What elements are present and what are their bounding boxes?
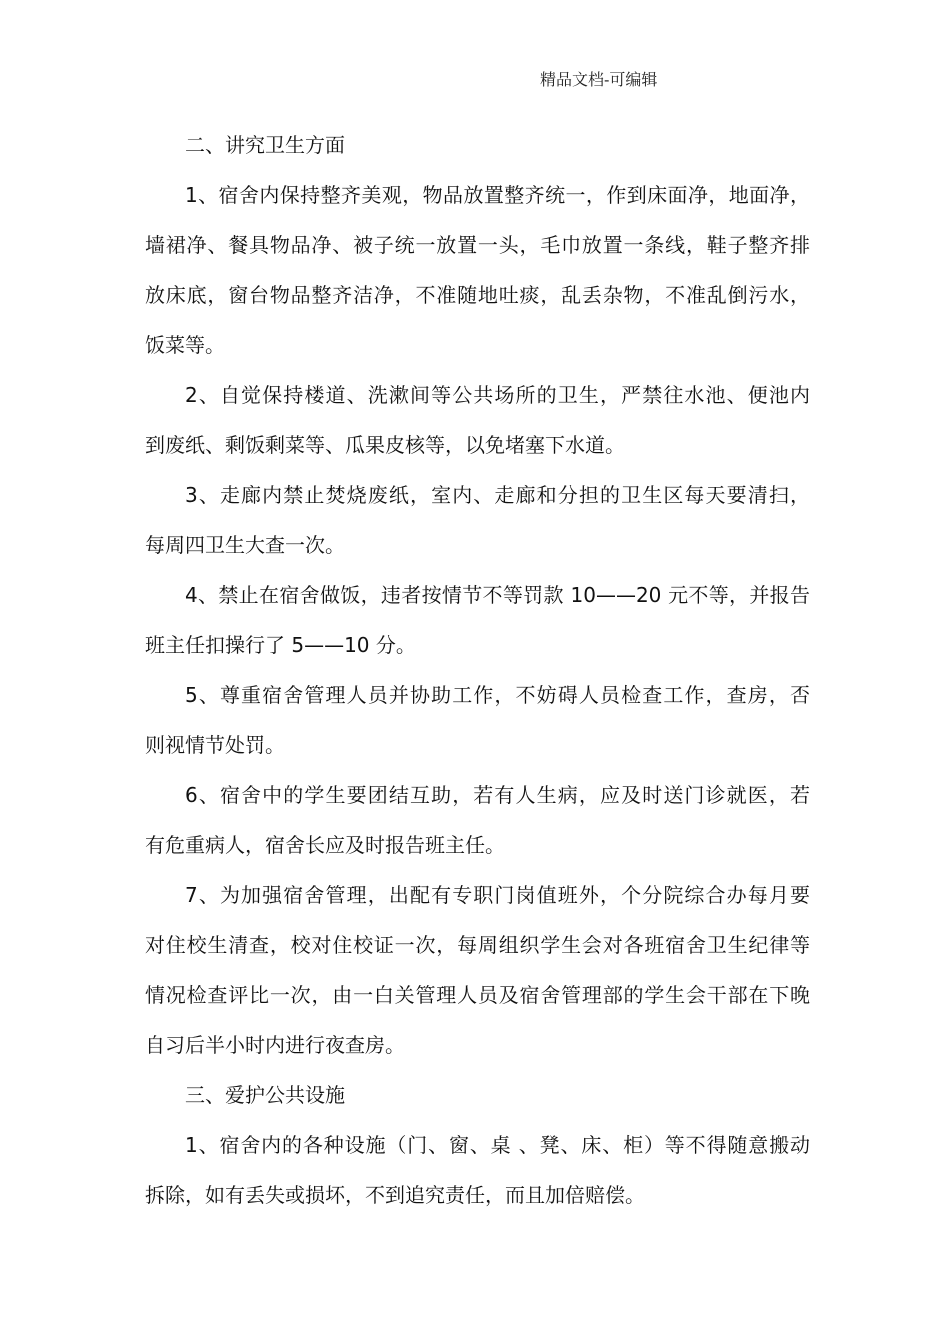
paragraph (145, 870, 810, 1070)
paragraph (145, 470, 810, 570)
paragraph-line: 班主任扣操行了 5——10 分。 (145, 633, 416, 657)
paragraph-line: 每周四卫生大查一次。 (145, 533, 345, 557)
paragraph (145, 670, 810, 770)
paragraph-line: 1、宿舍内的各种设施（门、窗、桌 、凳、床、柜）等不得随意搬动 (185, 1133, 810, 1157)
paragraph-line: 墙裙净、餐具物品净、被子统一放置一头，毛巾放置一条线，鞋子整齐排 (145, 233, 810, 257)
paragraph-line: 饭菜等。 (145, 333, 225, 357)
paragraph-line: 则视情节处罚。 (145, 733, 285, 757)
paragraph-line: 4、禁止在宿舍做饭，违者按情节不等罚款 10——20 元不等，并报告 (185, 583, 810, 607)
section-heading: 二、讲究卫生方面 (185, 133, 345, 157)
paragraph-line: 1、宿舍内保持整齐美观，物品放置整齐统一，作到床面净，地面净， (185, 183, 810, 207)
paragraph-line: 3、走廊内禁止焚烧废纸，室内、走廊和分担的卫生区每天要清扫， (185, 483, 810, 507)
paragraph-line: 情况检查评比一次，由一白关管理人员及宿舍管理部的学生会干部在下晚 (145, 983, 810, 1007)
paragraph-line: 2、自觉保持楼道、洗漱间等公共场所的卫生，严禁往水池、便池内 (185, 383, 810, 407)
paragraph (145, 1120, 810, 1220)
paragraph-line: 5、尊重宿舍管理人员并协助工作，不妨碍人员检查工作，查房，否 (185, 683, 810, 707)
document-body (145, 120, 810, 1220)
paragraph-line: 有危重病人，宿舍长应及时报告班主任。 (145, 833, 505, 857)
paragraph-line: 自习后半小时内进行夜查房。 (145, 1033, 405, 1057)
paragraph-line: 7、为加强宿舍管理，出配有专职门岗值班外，个分院综合办每月要 (185, 883, 810, 907)
paragraph-line: 对住校生清查，校对住校证一次，每周组织学生会对各班宿舍卫生纪律等 (145, 933, 810, 957)
page-header-label: 精品文档-可编辑 (540, 70, 658, 89)
paragraph-line: 到废纸、剩饭剩菜等、瓜果皮核等，以免堵塞下水道。 (145, 433, 625, 457)
paragraph-line: 放床底，窗台物品整齐洁净，不准随地吐痰，乱丢杂物，不准乱倒污水， (145, 283, 810, 307)
paragraph (145, 570, 810, 670)
paragraph (145, 370, 810, 470)
paragraph (145, 770, 810, 870)
paragraph-line: 拆除，如有丢失或损坏，不到追究责任，而且加倍赔偿。 (145, 1183, 645, 1207)
section-heading: 三、爱护公共设施 (185, 1083, 345, 1107)
paragraph-line: 6、宿舍中的学生要团结互助，若有人生病，应及时送门诊就医，若 (185, 783, 810, 807)
paragraph (145, 170, 810, 370)
